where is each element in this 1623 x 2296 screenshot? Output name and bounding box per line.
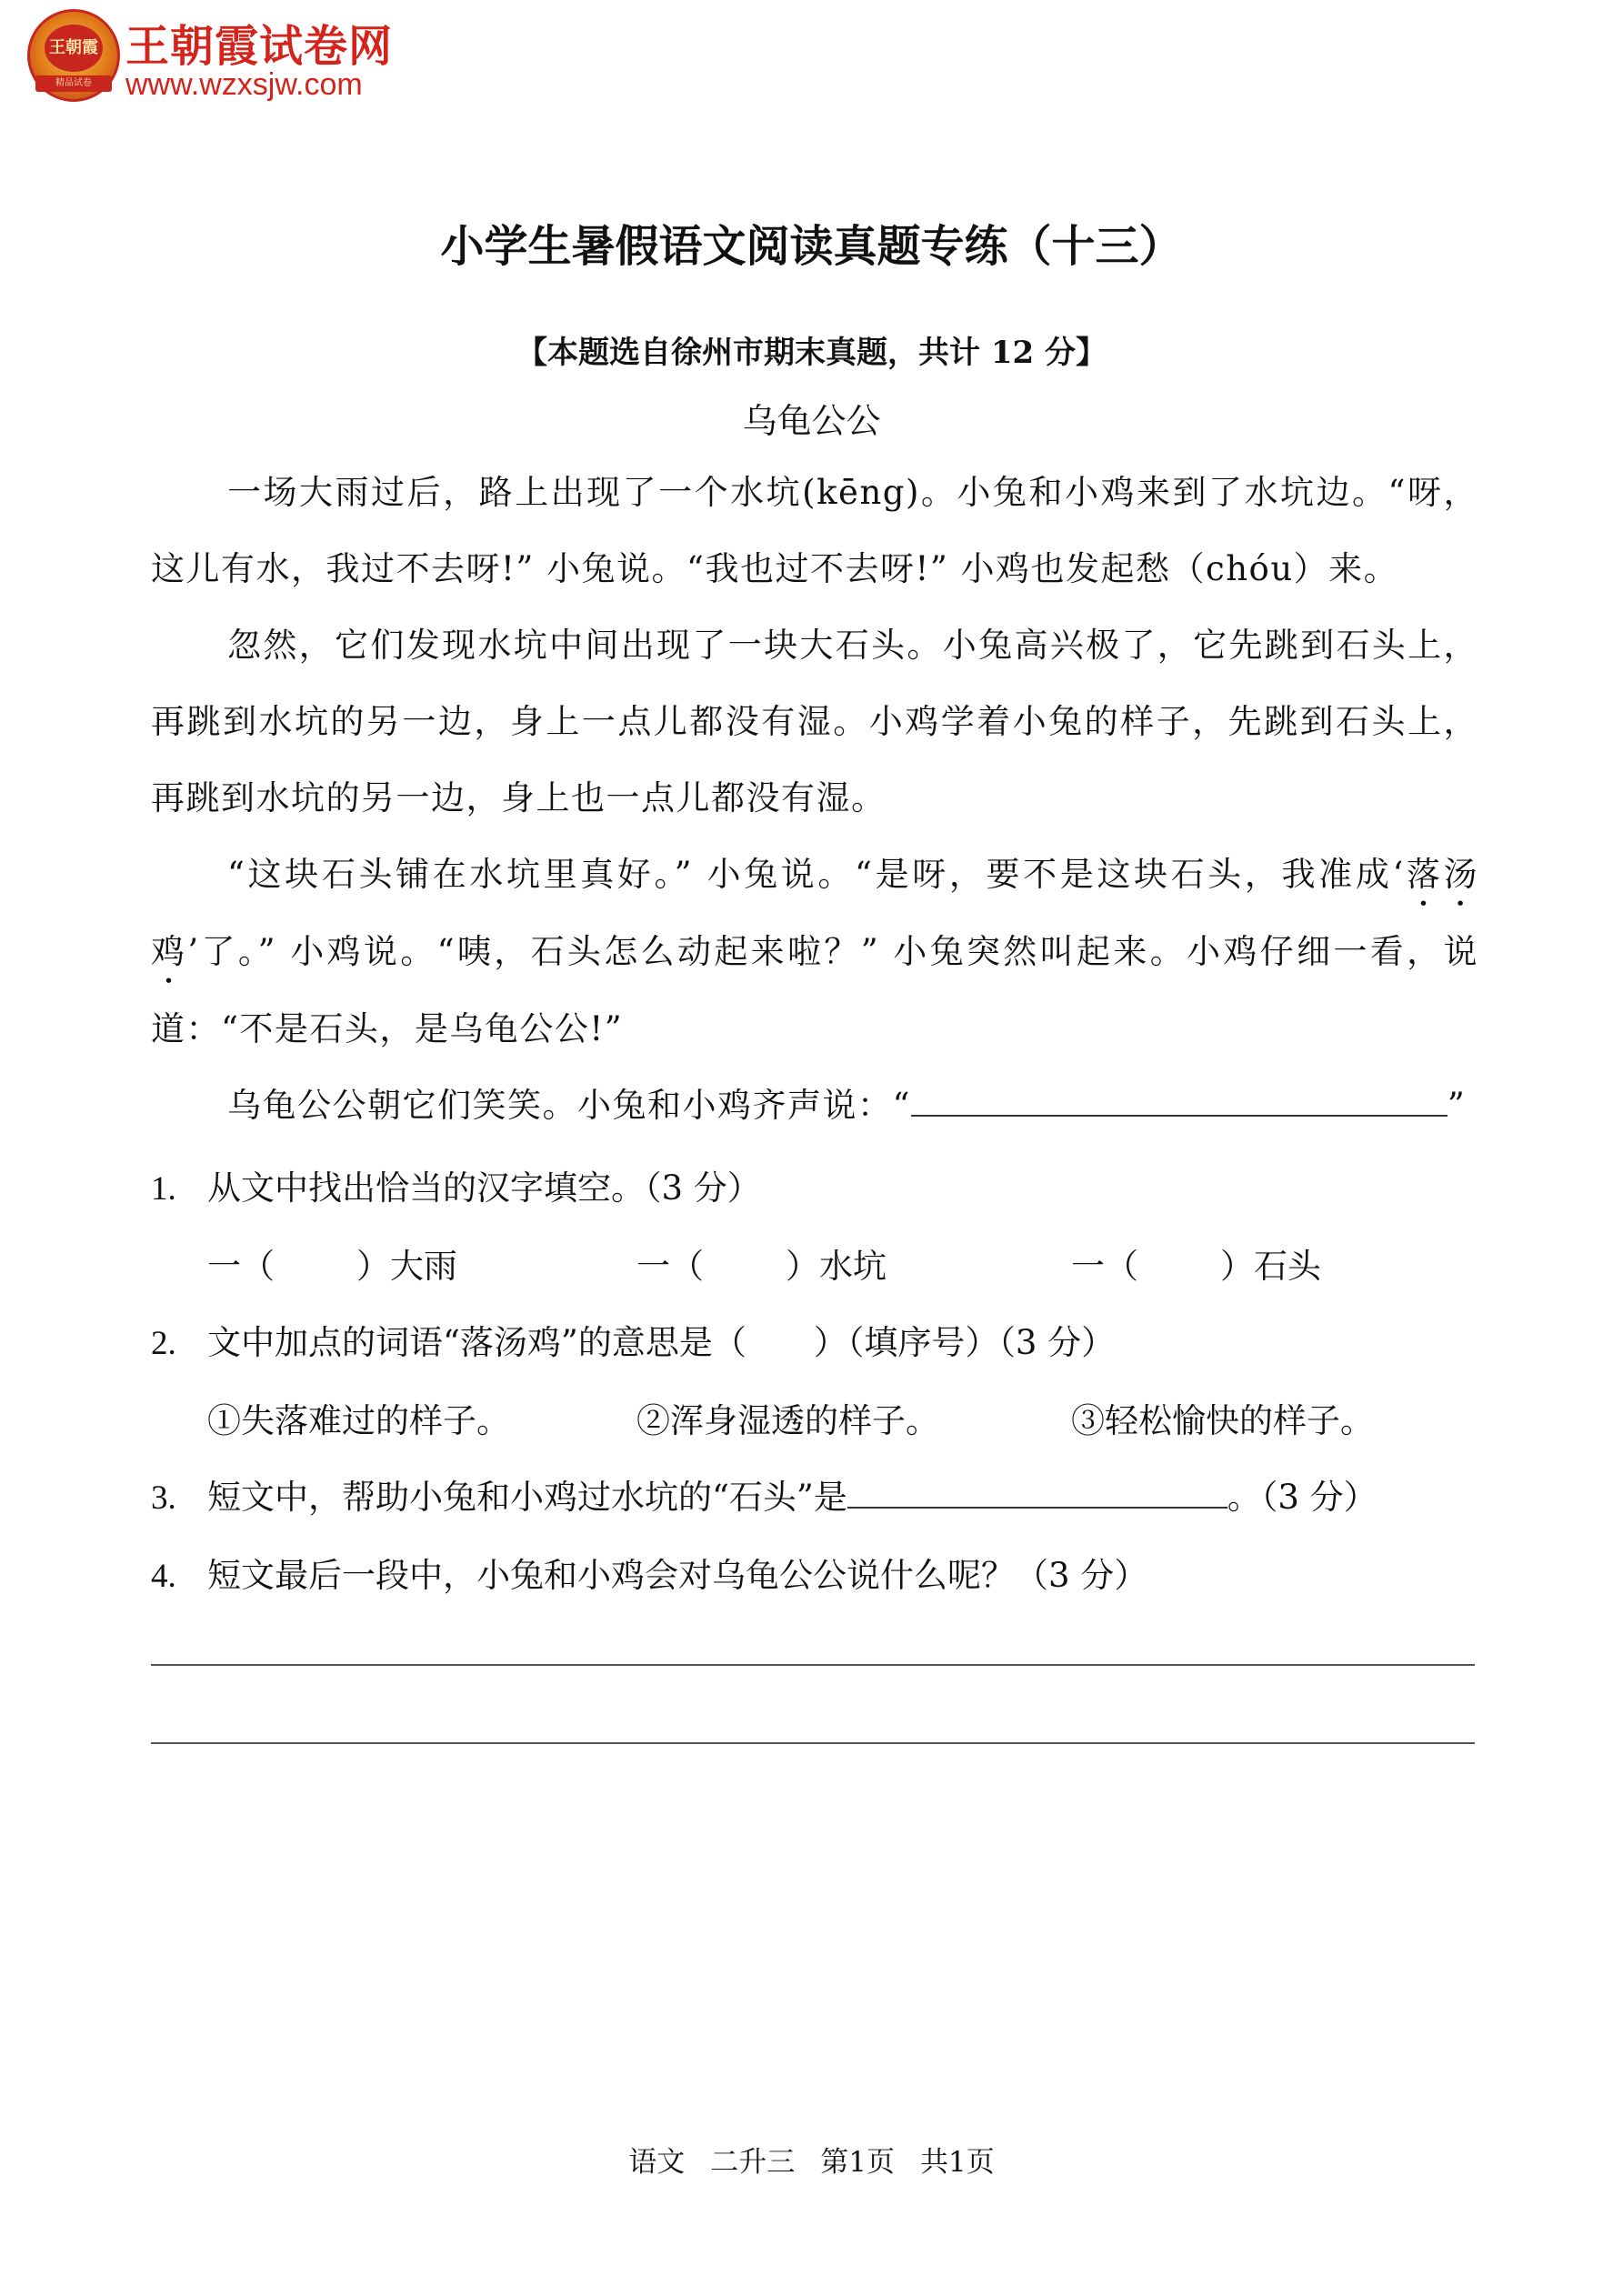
site-url: www.wzxsjw.com [125, 67, 363, 102]
question-4 [151, 1548, 1515, 1597]
question-text: 短文最后一段中，小兔和小鸡会对乌龟公公说什么呢？（3 分） [207, 1556, 1148, 1595]
source-note: 【本题选自徐州市期末真题，共计 12 分】 [516, 335, 1107, 371]
page-footer [0, 2139, 1623, 2180]
q1-item-prefix: 一（ [1071, 1247, 1138, 1286]
paragraph-3 [151, 837, 1478, 1068]
q1-item-rain [207, 1238, 457, 1288]
question-number: 4. [151, 1558, 176, 1595]
paragraph-4-text: 乌龟公公朝它们笑笑。小兔和小鸡齐声说：“ [227, 1086, 911, 1125]
q2-option-2: ②浑身湿透的样子。 [636, 1401, 939, 1440]
question-text: 文中加点的词语“落汤鸡”的意思是（ ）（填序号）（3 分） [207, 1323, 1116, 1362]
q2-option-3: ③轻松愉快的样子。 [1071, 1401, 1374, 1440]
q2-option-1: ①失落难过的样子。 [207, 1401, 510, 1440]
question-number: 2. [151, 1325, 176, 1362]
q1-item-prefix: 一（ [636, 1247, 704, 1286]
page-title: 小学生暑假语文阅读真题专练（十三） [440, 221, 1183, 272]
dotted-word: 落汤鸡 [151, 855, 1478, 971]
q1-item-suffix: ）大雨 [356, 1247, 457, 1286]
q1-item-suffix: ）水坑 [786, 1247, 887, 1286]
paragraph-3-text-end: ’了。” 小鸡说。“咦，石头怎么动起来啦？” 小兔突然叫起来。小鸡仔细一看，说道：“不是石头，是乌龟公公!” [151, 932, 1479, 1048]
story-title: 乌龟公公 [742, 401, 881, 441]
footer-grade: 二升三 [710, 2146, 796, 2179]
question-3 [151, 1469, 1515, 1519]
question-text: 短文中，帮助小兔和小鸡过水坑的“石头”是 [207, 1478, 847, 1517]
question-number: 3. [151, 1479, 176, 1517]
q1-item-prefix: 一（ [207, 1247, 275, 1286]
paragraph-1: 一场大雨过后，路上出现了一个水坑(kēng)。小兔和小鸡来到了水坑边。“呀，这儿有水，我过不去呀!” 小兔说。“我也过不去呀!” 小鸡也发起愁（chóu）来。 [151, 473, 1478, 588]
footer-subject: 语文 [628, 2146, 686, 2179]
question-text-end: 。（3 分） [1227, 1478, 1378, 1517]
question-2 [151, 1315, 1515, 1364]
question-1 [151, 1160, 1515, 1209]
paragraph-4-quote-end: ” [1447, 1086, 1467, 1125]
paragraph-2: 忽然，它们发现水坑中间出现了一块大石头。小兔高兴极了，它先跳到石头上，再跳到水坑的另一边，身上一点儿都没有湿。小鸡学着小兔的样子，先跳到石头上，再跳到水坑的另一边，身上也一点儿都没有湿。 [151, 626, 1478, 817]
question-text: 从文中找出恰当的汉字填空。（3 分） [207, 1168, 761, 1208]
seal-ribbon: 精品试卷 [35, 75, 112, 92]
answer-line-1[interactable] [151, 1664, 1475, 1666]
footer-total: 共1页 [920, 2146, 995, 2179]
q1-item-stone [1071, 1238, 1321, 1288]
paragraph-3-text: “这块石头铺在水坑里真好。” 小兔说。“是呀，要不是这块石头，我准成‘ [227, 855, 1405, 894]
q1-item-puddle [636, 1238, 887, 1288]
answer-line-2[interactable] [151, 1742, 1475, 1744]
story-body [151, 455, 1478, 1144]
seal-text: 王朝霞 [45, 25, 103, 72]
answer-blank-q3[interactable] [847, 1479, 1227, 1509]
answer-blank-quote[interactable] [911, 1088, 1448, 1117]
footer-page: 第1页 [820, 2146, 895, 2179]
brand-name: 王朝霞试卷网 [125, 21, 394, 72]
question-number: 1. [151, 1170, 176, 1208]
paragraph-4 [151, 1068, 1478, 1144]
seal-logo-icon [27, 9, 120, 102]
q1-item-suffix: ）石头 [1220, 1247, 1321, 1286]
